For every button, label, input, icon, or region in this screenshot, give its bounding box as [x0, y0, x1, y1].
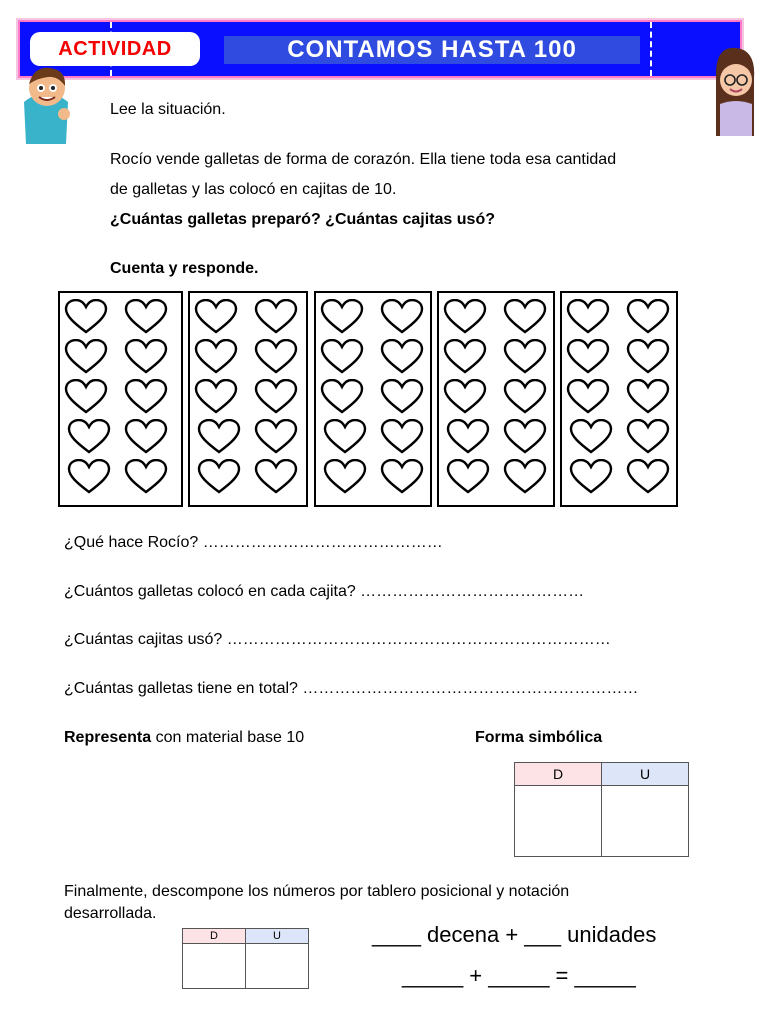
- symbolic-form-label: Forma simbólica: [475, 729, 603, 746]
- heart-cookie-icon: [569, 419, 613, 455]
- cookie-box: [58, 291, 183, 507]
- question-total: ¿Cuántas galletas tiene en total? ………………………………………………………: [64, 680, 639, 697]
- heart-cookie-icon: [626, 379, 670, 415]
- final-line-2: desarrollada.: [64, 905, 157, 922]
- heart-cookie-icon: [566, 339, 610, 375]
- heart-cookie-icon: [443, 339, 487, 375]
- place-value-table-large: [514, 762, 689, 857]
- tens-header: D: [515, 763, 602, 786]
- tens-cell[interactable]: [515, 786, 602, 857]
- represent-bold: Representa: [64, 729, 152, 746]
- heart-cookie-icon: [124, 379, 168, 415]
- heart-cookie-icon: [503, 459, 547, 495]
- heart-cookie-icon: [254, 379, 298, 415]
- heart-cookie-icon: [566, 299, 610, 335]
- story-line-2: de galletas y las colocó en cajitas de 10.: [110, 181, 397, 198]
- heart-cookie-icon: [194, 299, 238, 335]
- heart-cookie-icon: [380, 419, 424, 455]
- heart-cookie-icon: [380, 459, 424, 495]
- heart-cookie-icon: [254, 339, 298, 375]
- heart-cookie-icon: [124, 299, 168, 335]
- cookie-box: [560, 291, 678, 507]
- heart-cookie-icon: [380, 299, 424, 335]
- question-boxes-used: ¿Cuántas cajitas usó? ………………………………………………………………: [64, 631, 611, 648]
- heart-cookie-icon: [443, 299, 487, 335]
- heart-cookie-icon: [320, 379, 364, 415]
- heart-cookie-icon: [67, 459, 111, 495]
- heart-cookie-icon: [67, 419, 111, 455]
- represent-instruction: [64, 727, 304, 749]
- heart-cookie-icon: [626, 459, 670, 495]
- final-line-1: Finalmente, descompone los números por tablero posicional y notación: [64, 883, 570, 900]
- page-title: CONTAMOS HASTA 100: [224, 36, 640, 64]
- heart-cookie-icon: [380, 379, 424, 415]
- heart-cookie-icon: [124, 419, 168, 455]
- heart-cookie-icon: [626, 299, 670, 335]
- heart-cookie-icon: [503, 299, 547, 335]
- question-what-does: ¿Qué hace Rocío? ………………………………………: [64, 534, 443, 551]
- heart-cookie-icon: [197, 459, 241, 495]
- expanded-notation-line: ____ decena + ___ unidades: [372, 922, 657, 947]
- heart-cookie-icon: [254, 419, 298, 455]
- heart-cookie-icon: [380, 339, 424, 375]
- cookie-box: [314, 291, 432, 507]
- heart-cookie-icon: [446, 459, 490, 495]
- story-questions: ¿Cuántas galletas preparó? ¿Cuántas cajitas usó?: [110, 211, 495, 228]
- tens-header: D: [183, 929, 246, 944]
- instruction-read: Lee la situación.: [110, 101, 226, 118]
- cookie-box: [188, 291, 308, 507]
- represent-rest: con material base 10: [151, 729, 305, 746]
- heart-cookie-icon: [443, 379, 487, 415]
- cookie-box: [437, 291, 555, 507]
- heart-cookie-icon: [197, 419, 241, 455]
- units-header: U: [602, 763, 689, 786]
- heart-cookie-icon: [320, 339, 364, 375]
- heart-cookie-icon: [254, 299, 298, 335]
- heart-cookie-icon: [323, 459, 367, 495]
- heart-cookie-icon: [254, 459, 298, 495]
- banner-dash-divider: [650, 22, 652, 76]
- story-line-1: Rocío vende galletas de forma de corazón. Ella tiene toda esa cantidad: [110, 151, 617, 168]
- heart-cookie-icon: [64, 339, 108, 375]
- heart-cookie-icon: [503, 379, 547, 415]
- tens-cell[interactable]: [183, 944, 246, 989]
- heart-cookie-icon: [323, 419, 367, 455]
- heart-cookie-icon: [626, 339, 670, 375]
- boy-character-illustration: [20, 62, 72, 144]
- heart-cookie-icon: [124, 459, 168, 495]
- question-per-box: ¿Cuántos galletas colocó en cada cajita? ……………………………………: [64, 583, 585, 600]
- heart-cookie-icon: [194, 379, 238, 415]
- heart-cookie-icon: [626, 419, 670, 455]
- heart-cookie-icon: [569, 459, 613, 495]
- count-prompt: Cuenta y responde.: [110, 260, 259, 277]
- heart-cookie-icon: [64, 299, 108, 335]
- heart-cookie-icon: [503, 419, 547, 455]
- units-cell[interactable]: [602, 786, 689, 857]
- place-value-table-small: [182, 928, 309, 989]
- heart-cookie-icon: [503, 339, 547, 375]
- units-header: U: [246, 929, 309, 944]
- girl-teacher-illustration: [712, 44, 756, 136]
- heart-cookie-icon: [194, 339, 238, 375]
- addition-equation-line: _____ + _____ = _____: [402, 963, 636, 988]
- activity-badge: ACTIVIDAD: [30, 32, 200, 66]
- heart-cookie-icon: [566, 379, 610, 415]
- heart-cookie-icon: [124, 339, 168, 375]
- units-cell[interactable]: [246, 944, 309, 989]
- heart-cookie-icon: [64, 379, 108, 415]
- heart-cookie-icon: [320, 299, 364, 335]
- heart-cookie-icon: [446, 419, 490, 455]
